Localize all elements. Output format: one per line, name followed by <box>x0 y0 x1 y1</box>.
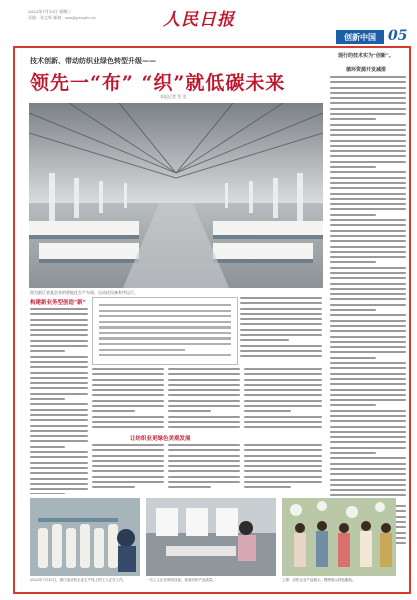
lower-text-c <box>244 444 322 494</box>
text-line <box>330 293 406 295</box>
text-line <box>30 425 88 427</box>
text-line <box>30 430 88 432</box>
text-line <box>244 394 322 396</box>
text-line <box>92 384 164 386</box>
text-line <box>30 456 88 458</box>
hero-caption: 图为浙江省某企业的智能化生产车间，自动化设备有序运行。 <box>30 290 138 295</box>
text-line <box>30 366 88 368</box>
text-line <box>244 470 322 472</box>
text-line <box>330 336 406 338</box>
text-line <box>330 97 406 99</box>
middle-text-c <box>244 368 322 430</box>
text-line <box>92 389 164 391</box>
article-byline: 本报记者 蔡 浩 <box>160 94 187 99</box>
text-line <box>330 484 406 486</box>
text-line <box>330 346 406 348</box>
text-line <box>330 325 406 327</box>
text-line <box>244 373 322 375</box>
workers-illustration <box>146 498 276 576</box>
text-line <box>168 444 240 446</box>
text-line <box>30 356 88 358</box>
text-line <box>330 124 406 126</box>
text-line <box>30 414 88 416</box>
text-line <box>244 405 322 407</box>
text-line <box>244 481 322 483</box>
text-line <box>330 166 376 168</box>
text-line <box>30 350 65 352</box>
photo-caption-3: 上图：纺织企业产品展示，模特展示绿色服装。 <box>282 578 356 582</box>
text-line <box>330 76 406 78</box>
text-line <box>92 379 164 381</box>
text-line <box>92 470 164 472</box>
text-line <box>92 394 164 396</box>
middle-text-a <box>92 368 164 430</box>
text-line <box>30 398 65 400</box>
text-line <box>240 350 322 352</box>
text-line <box>330 171 406 173</box>
text-line <box>240 313 322 315</box>
text-line <box>168 465 240 467</box>
text-line <box>99 343 231 345</box>
text-line <box>99 321 231 323</box>
text-line <box>330 314 406 316</box>
text-line <box>244 410 291 412</box>
text-line <box>244 400 322 402</box>
text-line <box>92 373 164 375</box>
middle-right-text <box>240 297 322 363</box>
text-line <box>30 324 88 326</box>
text-line <box>330 320 406 322</box>
text-line <box>30 345 88 347</box>
right-column-text <box>330 76 406 556</box>
text-line <box>168 405 240 407</box>
text-line <box>168 416 240 418</box>
text-line <box>168 481 240 483</box>
text-line <box>240 302 322 304</box>
text-line <box>330 489 406 491</box>
left-column-text <box>30 308 88 494</box>
text-line <box>330 288 406 290</box>
text-line <box>92 460 164 462</box>
text-line <box>244 476 322 478</box>
text-line <box>330 283 406 285</box>
text-line <box>244 384 322 386</box>
text-line <box>168 486 211 488</box>
subhead-1: 构建新业务型创造“新” <box>30 300 86 306</box>
text-line <box>330 447 406 449</box>
text-line <box>30 361 88 363</box>
text-line <box>168 368 240 370</box>
text-line <box>330 214 376 216</box>
text-line <box>92 476 164 478</box>
lower-text-a <box>92 444 164 494</box>
text-line <box>92 400 164 402</box>
text-line <box>92 444 164 446</box>
text-line <box>330 145 406 147</box>
text-line <box>330 394 406 396</box>
text-line <box>240 339 289 341</box>
text-line <box>330 219 406 221</box>
text-line <box>168 421 240 423</box>
text-line <box>330 463 406 465</box>
text-line <box>330 246 406 248</box>
text-line <box>168 410 211 412</box>
text-line <box>30 382 88 384</box>
text-line <box>330 267 406 269</box>
text-line <box>30 372 88 374</box>
pull-quote-box <box>92 297 238 365</box>
lower-text-b <box>168 444 240 494</box>
right-column-intro: 现行的技术实为“创新”。 <box>338 53 394 59</box>
text-line <box>30 472 88 474</box>
text-line <box>92 481 164 483</box>
factory-illustration <box>29 103 323 288</box>
text-line <box>244 449 322 451</box>
text-line <box>330 113 406 115</box>
text-line <box>240 329 322 331</box>
text-line <box>330 404 376 406</box>
text-line <box>92 410 135 412</box>
text-line <box>330 224 406 226</box>
text-line <box>244 486 291 488</box>
text-line <box>168 449 240 451</box>
text-line <box>30 478 88 480</box>
article-headline: 领先一“布” “织”就低碳未来 <box>30 72 286 94</box>
text-line <box>330 230 406 232</box>
text-line <box>330 373 406 375</box>
text-line <box>30 419 88 421</box>
text-line <box>330 389 406 391</box>
text-line <box>330 261 376 263</box>
text-line <box>168 460 240 462</box>
text-line <box>330 362 406 364</box>
text-line <box>330 494 406 496</box>
issue-date: 2022年7月13日 星期三 <box>28 9 72 14</box>
text-line <box>330 208 406 210</box>
bottom-photo-fashion <box>282 498 396 576</box>
text-line <box>244 389 322 391</box>
text-line <box>330 182 406 184</box>
text-line <box>330 452 376 454</box>
text-line <box>30 377 88 379</box>
page-number: 05 <box>388 28 408 44</box>
text-line <box>244 379 322 381</box>
text-line <box>244 444 322 446</box>
text-line <box>330 150 406 152</box>
text-line <box>30 329 88 331</box>
middle-text-b <box>168 368 240 430</box>
text-line <box>330 108 406 110</box>
right-column-title: 循环资源开发减排 <box>346 67 387 73</box>
text-line <box>168 389 240 391</box>
text-line <box>330 187 406 189</box>
text-line <box>168 476 240 478</box>
text-line <box>99 310 231 312</box>
text-line <box>30 403 88 405</box>
text-line <box>330 367 406 369</box>
text-line <box>92 405 164 407</box>
text-line <box>30 446 65 448</box>
text-line <box>30 313 88 315</box>
text-line <box>330 457 406 459</box>
text-line <box>92 455 164 457</box>
text-line <box>330 87 406 89</box>
text-line <box>30 319 88 321</box>
text-line <box>30 409 88 411</box>
text-line <box>30 493 65 494</box>
text-line <box>330 420 406 422</box>
photo-caption-2: 一名工人正在调试设备，检查纺织产品质量。 <box>146 578 216 582</box>
masthead: 人民日报 <box>163 10 235 30</box>
text-line <box>240 318 322 320</box>
fashion-illustration <box>282 498 396 576</box>
text-line <box>330 235 406 237</box>
text-line <box>168 379 240 381</box>
text-line <box>92 449 164 451</box>
text-line <box>92 368 164 370</box>
text-line <box>168 455 240 457</box>
text-line <box>330 399 406 401</box>
text-line <box>244 455 322 457</box>
text-line <box>330 240 406 242</box>
text-line <box>168 426 240 428</box>
text-line <box>30 308 88 310</box>
text-line <box>168 470 240 472</box>
text-line <box>168 384 240 386</box>
text-line <box>330 441 406 443</box>
text-line <box>99 332 231 334</box>
text-line <box>244 426 322 428</box>
text-line <box>330 161 406 163</box>
text-line <box>330 468 406 470</box>
text-line <box>330 410 406 412</box>
text-line <box>30 462 88 464</box>
text-line <box>240 297 322 299</box>
text-line <box>330 251 406 253</box>
text-line <box>30 387 88 389</box>
text-line <box>168 394 240 396</box>
text-line <box>99 315 231 317</box>
text-line <box>240 345 322 347</box>
text-line <box>244 368 322 370</box>
text-line <box>330 129 406 131</box>
editor-line: 责编：张文辉 邮箱：xxx@people.cn <box>28 15 96 20</box>
text-line <box>330 383 406 385</box>
text-line <box>99 349 185 351</box>
text-line <box>330 473 406 475</box>
text-line <box>330 378 406 380</box>
text-line <box>30 488 88 490</box>
text-line <box>330 357 376 359</box>
text-line <box>244 460 322 462</box>
text-line <box>330 330 406 332</box>
text-line <box>92 426 164 428</box>
text-line <box>240 355 322 357</box>
text-line <box>330 415 406 417</box>
text-line <box>244 416 322 418</box>
text-line <box>30 334 88 336</box>
text-line <box>244 421 322 423</box>
article-kicker: 技术创新、带动纺织业绿色转型升级—— <box>30 56 156 65</box>
text-line <box>244 465 322 467</box>
text-line <box>330 193 406 195</box>
text-line <box>30 451 88 453</box>
text-line <box>330 256 406 258</box>
text-line <box>30 435 88 437</box>
subhead-2: 让纺织业更绿色美观发展 <box>130 436 191 442</box>
bottom-photo-workers <box>146 498 276 576</box>
text-line <box>330 272 406 274</box>
text-line <box>330 277 406 279</box>
text-line <box>30 483 88 485</box>
text-line <box>330 203 406 205</box>
text-line <box>92 486 135 488</box>
text-line <box>240 334 322 336</box>
text-line <box>30 467 88 469</box>
text-line <box>30 393 88 395</box>
text-line <box>99 354 231 356</box>
text-line <box>92 465 164 467</box>
text-line <box>168 400 240 402</box>
yarn-illustration <box>30 498 140 576</box>
text-line <box>330 479 406 481</box>
text-line <box>330 81 406 83</box>
text-line <box>30 440 88 442</box>
text-line <box>99 304 231 306</box>
text-line <box>240 308 322 310</box>
text-line <box>330 102 406 104</box>
text-line <box>330 341 406 343</box>
text-line <box>240 323 322 325</box>
text-line <box>92 421 164 423</box>
photo-caption-1: 2022年7月12日，浙江某纺织企业生产线上的工人正在工作。 <box>30 578 127 582</box>
text-line <box>330 426 406 428</box>
text-line <box>330 134 406 136</box>
text-line <box>330 118 376 120</box>
text-line <box>168 373 240 375</box>
page-header <box>8 0 409 44</box>
text-line <box>330 431 406 433</box>
text-line <box>330 198 406 200</box>
section-tab: 创新中国 <box>336 30 384 44</box>
text-line <box>330 140 406 142</box>
text-line <box>92 416 164 418</box>
text-line <box>330 436 406 438</box>
text-line <box>330 309 376 311</box>
text-line <box>99 337 231 339</box>
bottom-photo-yarn <box>30 498 140 576</box>
text-line <box>330 304 406 306</box>
text-line <box>330 155 406 157</box>
text-line <box>330 298 406 300</box>
text-line <box>330 92 406 94</box>
text-line <box>330 177 406 179</box>
text-line <box>99 326 231 328</box>
hero-factory-photo <box>29 103 323 288</box>
text-line <box>30 340 88 342</box>
text-line <box>330 351 406 353</box>
